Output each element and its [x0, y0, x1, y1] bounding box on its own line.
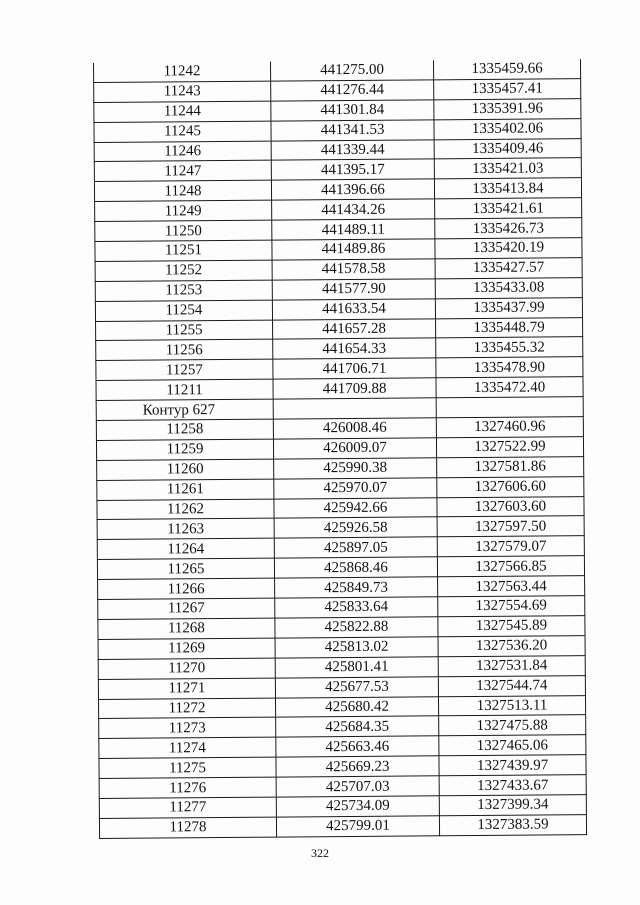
y-coordinate-cell: 1327606.60: [437, 476, 584, 497]
x-coordinate-cell: 441395.17: [271, 159, 434, 180]
y-coordinate-cell: 1327545.89: [438, 616, 585, 637]
point-number-cell: 11275: [99, 757, 276, 778]
y-coordinate-cell: 1327603.60: [437, 496, 584, 517]
x-coordinate-cell: 441578.58: [272, 259, 435, 280]
point-number-cell: 11276: [99, 777, 276, 798]
x-coordinate-cell: 425734.09: [276, 796, 439, 817]
point-number-cell: 11273: [99, 717, 276, 738]
x-coordinate-cell: 425990.38: [274, 458, 437, 479]
point-number-cell: 11264: [97, 538, 274, 559]
point-number-cell: 11251: [95, 240, 272, 261]
y-coordinate-cell: 1335421.61: [435, 198, 582, 219]
page-number: 322: [311, 846, 329, 860]
x-coordinate-cell: 425942.66: [274, 497, 437, 518]
y-coordinate-cell: 1327554.69: [438, 596, 585, 617]
x-coordinate-cell: 441633.54: [272, 299, 435, 320]
point-number-cell: 11267: [98, 598, 275, 619]
point-number-cell: 11245: [94, 121, 271, 142]
x-coordinate-cell: 426009.07: [273, 438, 436, 459]
y-coordinate-cell: 1335433.08: [435, 277, 582, 298]
x-coordinate-cell: 441275.00: [270, 60, 433, 81]
empty-cell: [436, 397, 583, 418]
table-row: [99, 814, 586, 838]
point-number-cell: 11261: [97, 479, 274, 500]
y-coordinate-cell: 1327522.99: [436, 437, 583, 458]
x-coordinate-cell: 441489.11: [272, 219, 435, 240]
x-coordinate-cell: 425970.07: [274, 478, 437, 499]
y-coordinate-cell: 1335448.79: [436, 317, 583, 338]
point-number-cell: 11244: [94, 101, 271, 122]
x-coordinate-cell: 441577.90: [272, 279, 435, 300]
x-coordinate-cell: 441709.88: [273, 378, 436, 399]
point-number-cell: 11271: [98, 678, 275, 699]
point-number-cell: 11263: [97, 519, 274, 540]
x-coordinate-cell: 425833.64: [275, 597, 438, 618]
x-coordinate-cell: 425707.03: [276, 776, 439, 797]
x-coordinate-cell: 425801.41: [275, 657, 438, 678]
y-coordinate-cell: 1327563.44: [438, 576, 585, 597]
x-coordinate-cell: 425813.02: [275, 637, 438, 658]
y-coordinate-cell: 1335457.41: [434, 79, 581, 100]
x-coordinate-cell: 441301.84: [271, 100, 434, 121]
section-title: Контур 627: [96, 399, 273, 420]
y-coordinate-cell: 1327536.20: [438, 635, 585, 656]
y-coordinate-cell: 1335427.57: [435, 258, 582, 279]
point-number-cell: 11265: [97, 558, 274, 579]
x-coordinate-cell: 425926.58: [274, 517, 437, 538]
point-number-cell: 11278: [99, 817, 276, 838]
y-coordinate-cell: 1335472.40: [436, 377, 583, 398]
y-coordinate-cell: 1335420.19: [435, 238, 582, 259]
x-coordinate-cell: 425677.53: [275, 676, 438, 697]
y-coordinate-cell: 1327566.85: [437, 556, 584, 577]
point-number-cell: 11253: [95, 280, 272, 301]
point-number-cell: 11256: [96, 340, 273, 361]
x-coordinate-cell: 441706.71: [273, 358, 436, 379]
y-coordinate-cell: 1327460.96: [436, 417, 583, 438]
x-coordinate-cell: 425799.01: [276, 816, 439, 837]
x-coordinate-cell: 441657.28: [273, 318, 436, 339]
y-coordinate-cell: 1327383.59: [439, 814, 586, 835]
x-coordinate-cell: 441489.86: [272, 239, 435, 260]
point-number-cell: 11257: [96, 359, 273, 380]
point-number-cell: 11277: [99, 797, 276, 818]
y-coordinate-cell: 1327531.84: [438, 655, 585, 676]
point-number-cell: 11246: [94, 141, 271, 162]
empty-cell: [273, 398, 436, 419]
x-coordinate-cell: 441654.33: [273, 338, 436, 359]
point-number-cell: 11262: [97, 499, 274, 520]
x-coordinate-cell: 441276.44: [271, 80, 434, 101]
point-number-cell: 11266: [98, 578, 275, 599]
point-number-cell: 11250: [95, 220, 272, 241]
point-number-cell: 11272: [98, 698, 275, 719]
y-coordinate-cell: 1335391.96: [434, 98, 581, 119]
point-number-cell: 11249: [95, 200, 272, 221]
point-number-cell: 11269: [98, 638, 275, 659]
point-number-cell: 11270: [98, 658, 275, 679]
y-coordinate-cell: 1335478.90: [436, 357, 583, 378]
x-coordinate-cell: 441396.66: [271, 179, 434, 200]
x-coordinate-cell: 425868.46: [274, 557, 437, 578]
coordinates-table-body: [93, 59, 586, 838]
y-coordinate-cell: 1327513.11: [438, 695, 585, 716]
y-coordinate-cell: 1327433.67: [439, 775, 586, 796]
point-number-cell: 11211: [96, 379, 273, 400]
x-coordinate-cell: 425897.05: [274, 537, 437, 558]
x-coordinate-cell: 425680.42: [275, 696, 438, 717]
y-coordinate-cell: 1327544.74: [438, 675, 585, 696]
point-number-cell: 11259: [96, 439, 273, 460]
point-number-cell: 11247: [94, 161, 271, 182]
point-number-cell: 11242: [93, 62, 270, 83]
point-number-cell: 11260: [97, 459, 274, 480]
point-number-cell: 11252: [95, 260, 272, 281]
x-coordinate-cell: 425849.73: [275, 577, 438, 598]
y-coordinate-cell: 1335421.03: [434, 158, 581, 179]
x-coordinate-cell: 425663.46: [276, 736, 439, 757]
point-number-cell: 11268: [98, 618, 275, 639]
point-number-cell: 11254: [95, 300, 272, 321]
x-coordinate-cell: 425822.88: [275, 617, 438, 638]
y-coordinate-cell: 1327597.50: [437, 516, 584, 537]
y-coordinate-cell: 1335459.66: [433, 59, 580, 80]
y-coordinate-cell: 1335402.06: [434, 118, 581, 139]
y-coordinate-cell: 1327439.97: [439, 755, 586, 776]
y-coordinate-cell: 1327475.88: [439, 715, 586, 736]
y-coordinate-cell: 1335426.73: [435, 218, 582, 239]
y-coordinate-cell: 1335437.99: [435, 297, 582, 318]
y-coordinate-cell: 1327579.07: [437, 536, 584, 557]
x-coordinate-cell: 441341.53: [271, 119, 434, 140]
point-number-cell: 11274: [99, 737, 276, 758]
y-coordinate-cell: 1327465.06: [439, 735, 586, 756]
x-coordinate-cell: 441434.26: [272, 199, 435, 220]
y-coordinate-cell: 1327581.86: [437, 456, 584, 477]
point-number-cell: 11248: [94, 180, 271, 201]
y-coordinate-cell: 1335413.84: [434, 178, 581, 199]
point-number-cell: 11258: [96, 419, 273, 440]
y-coordinate-cell: 1327399.34: [439, 795, 586, 816]
y-coordinate-cell: 1335409.46: [434, 138, 581, 159]
x-coordinate-cell: 426008.46: [273, 418, 436, 439]
x-coordinate-cell: 425684.35: [276, 716, 439, 737]
point-number-cell: 11243: [94, 81, 271, 102]
point-number-cell: 11255: [96, 320, 273, 341]
coordinates-table: [93, 59, 587, 839]
x-coordinate-cell: 425669.23: [276, 756, 439, 777]
y-coordinate-cell: 1335455.32: [436, 337, 583, 358]
x-coordinate-cell: 441339.44: [271, 139, 434, 160]
